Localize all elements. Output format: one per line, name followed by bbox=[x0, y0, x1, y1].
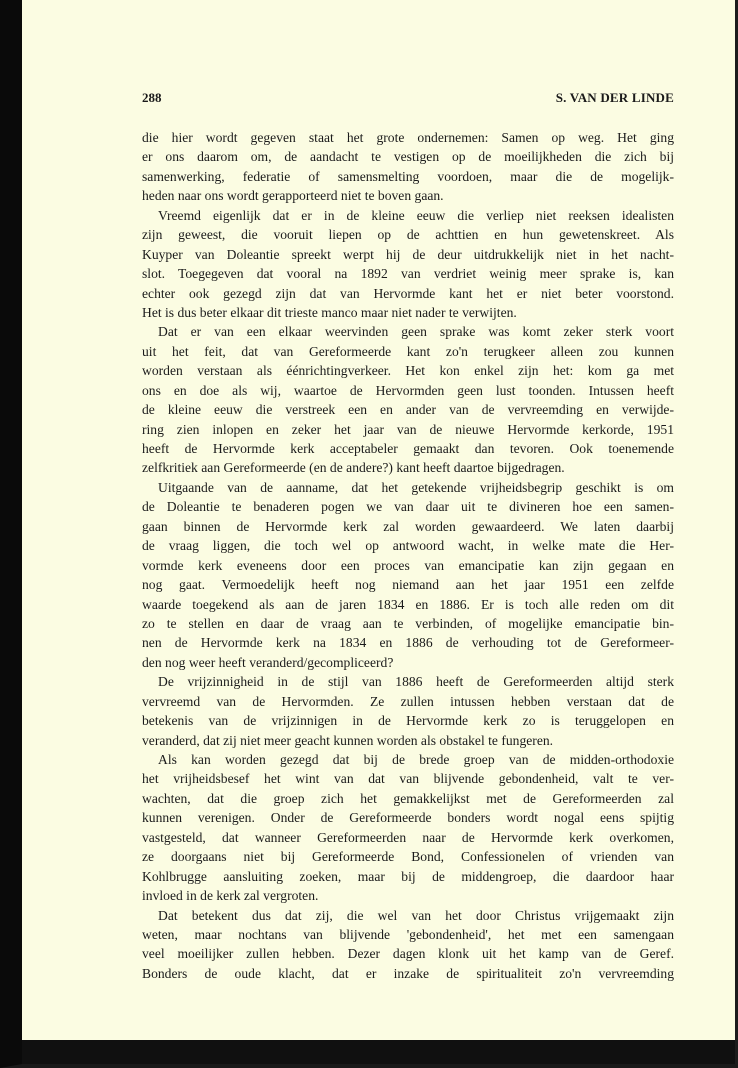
text-line: de vraag liggen, die toch wel op antwoord wacht, in welke mate die Her- bbox=[142, 538, 674, 554]
text-line: ons en doe als wij, waartoe de Hervormden geen lust toonden. Intussen heeft bbox=[142, 382, 674, 398]
text-line: Het is dus beter elkaar dit trieste manco maar niet nader te verwijten. bbox=[142, 304, 517, 320]
page-number: 288 bbox=[142, 90, 162, 105]
text-line: Kuyper van Doleantie spreekt werpt hij de deur uitdrukkelijk niet in het nacht- bbox=[142, 246, 674, 262]
text-line: het vrijheidsbesef het wint van dat van blijvende gebondenheid, valt te ver- bbox=[142, 771, 674, 787]
text-line: Dat er van een elkaar weervinden geen sprake was komt zeker sterk voort bbox=[158, 324, 674, 340]
text-line: nog gaat. Vermoedelijk heeft nog niemand aan het jaar 1951 een zelfde bbox=[142, 577, 674, 593]
text-line: Bonders de oude klacht, dat er inzake de spiritualiteit zo'n vervreemding bbox=[142, 965, 674, 981]
text-line: de kleine eeuw die verstreek een en ander van de vervreemding en verwijde- bbox=[142, 402, 674, 418]
text-line: Kohlbrugge aansluiting zoeken, maar bij de middengroep, die daardoor haar bbox=[142, 868, 674, 884]
text-line: slot. Toegegeven dat vooral na 1892 van verdriet weinig meer sprake is, kan bbox=[142, 266, 674, 282]
text-line: zo te stellen en daar de vraag aan te verbinden, of mogelijke emancipatie bin- bbox=[142, 615, 674, 631]
text-line: waarde toegekend als aan de jaren 1834 en 1886. Er is toch alle reden om dit bbox=[142, 596, 674, 612]
text-line: Als kan worden gezegd dat bij de brede groep van de midden-orthodoxie bbox=[158, 752, 674, 767]
text-line: heeft de Hervormde kerk acceptabeler gemaakt dan tevoren. Ook toenemende bbox=[142, 441, 674, 456]
text-line: er ons daarom om, de aandacht te vestigen op de moeilijkheden die zich bij bbox=[142, 149, 674, 165]
text-line: ring zien inlopen en zeker het jaar van de nieuwe Hervormde kerkorde, 1951 bbox=[142, 421, 674, 437]
body-text bbox=[142, 128, 674, 983]
text-line: weten, maar nochtans van blijvende 'gebondenheid', het met een samengaan bbox=[142, 926, 674, 942]
running-head: S. VAN DER LINDE bbox=[555, 90, 674, 105]
text-line: veranderd, dat zij niet meer geacht kunnen worden als obstakel te fungeren. bbox=[142, 732, 554, 748]
text-line: Vreemd eigenlijk dat er in de kleine eeuw die verliep niet reeksen idealisten bbox=[158, 207, 674, 223]
text-line: de Doleantie te benaderen pogen we van daar uit te divineren hoe een samen- bbox=[142, 499, 674, 515]
text-line: heden naar ons wordt gerapporteerd niet te boven gaan. bbox=[142, 188, 444, 204]
text-line: vormde kerk eveneens door een proces van emancipatie kan zijn gegaan en bbox=[142, 557, 674, 573]
text-line: echter ook gezegd zijn dat van Hervormde kant het er niet beter voorstond. bbox=[142, 285, 674, 301]
text-line: nen de Hervormde kerk na 1834 en 1886 de verhouding tot de Gereformeer- bbox=[142, 635, 674, 651]
text-line: vastgesteld, dat wanneer Gereformeerden naar de Hervormde kerk overkomen, bbox=[142, 829, 674, 845]
text-line: den nog weer heeft veranderd/gecompliceerd? bbox=[142, 654, 394, 670]
text-line: betekenis van de vrijzinnigen in de Hervormde kerk zo is teruggelopen en bbox=[142, 713, 674, 729]
text-line: uit het feit, dat van Gereformeerde kant zo'n terugkeer alleen zou kunnen bbox=[142, 343, 674, 359]
text-line: kunnen verenigen. Onder de Gereformeerde bonders wordt nogal eens spijtig bbox=[142, 810, 674, 826]
text-line: zelfkritiek aan Gereformeerde (en de andere?) kant heeft daartoe bijgedragen. bbox=[142, 460, 565, 476]
text-line: worden verstaan als éénrichtingverkeer. Het kon enkel zijn het: kom ga met bbox=[142, 363, 674, 379]
text-line: vervreemd van de Hervormden. Ze zullen intussen hebben verstaan dat de bbox=[142, 693, 674, 709]
text-line: ze doorgaans niet bij Gereformeerde Bond, Confessionelen of vrienden van bbox=[142, 849, 674, 865]
text-line: De vrijzinnigheid in de stijl van 1886 heeft de Gereformeerden altijd sterk bbox=[158, 674, 674, 690]
text-line: zijn geweest, die vooruit liepen op de achttien en hun gewetenskreet. Als bbox=[142, 227, 674, 243]
text-line: Uitgaande van de aanname, dat het getekende vrijheidsbegrip geschikt is om bbox=[158, 479, 674, 495]
page-header bbox=[142, 90, 674, 108]
text-line: die hier wordt gegeven staat het grote ondernemen: Samen op weg. Het ging bbox=[142, 130, 674, 145]
text-line: Dat betekent dus dat zij, die wel van het door Christus vrijgemaakt zijn bbox=[158, 907, 674, 923]
text-line: gaan binnen de Hervormde kerk zal worden gewaardeerd. We laten daarbij bbox=[142, 518, 674, 534]
page bbox=[22, 0, 735, 1040]
text-line: wachten, dat die groep zich het gemakkelijkst met de Gereformeerden zal bbox=[142, 790, 674, 806]
text-line: samenwerking, federatie of samensmelting voordoen, maar die de mogelijk- bbox=[142, 168, 674, 184]
text-line: invloed in de kerk zal vergroten. bbox=[142, 888, 319, 904]
text-line: veel moeilijker zullen hebben. Dezer dagen klonk uit het kamp van de Geref. bbox=[142, 946, 674, 962]
